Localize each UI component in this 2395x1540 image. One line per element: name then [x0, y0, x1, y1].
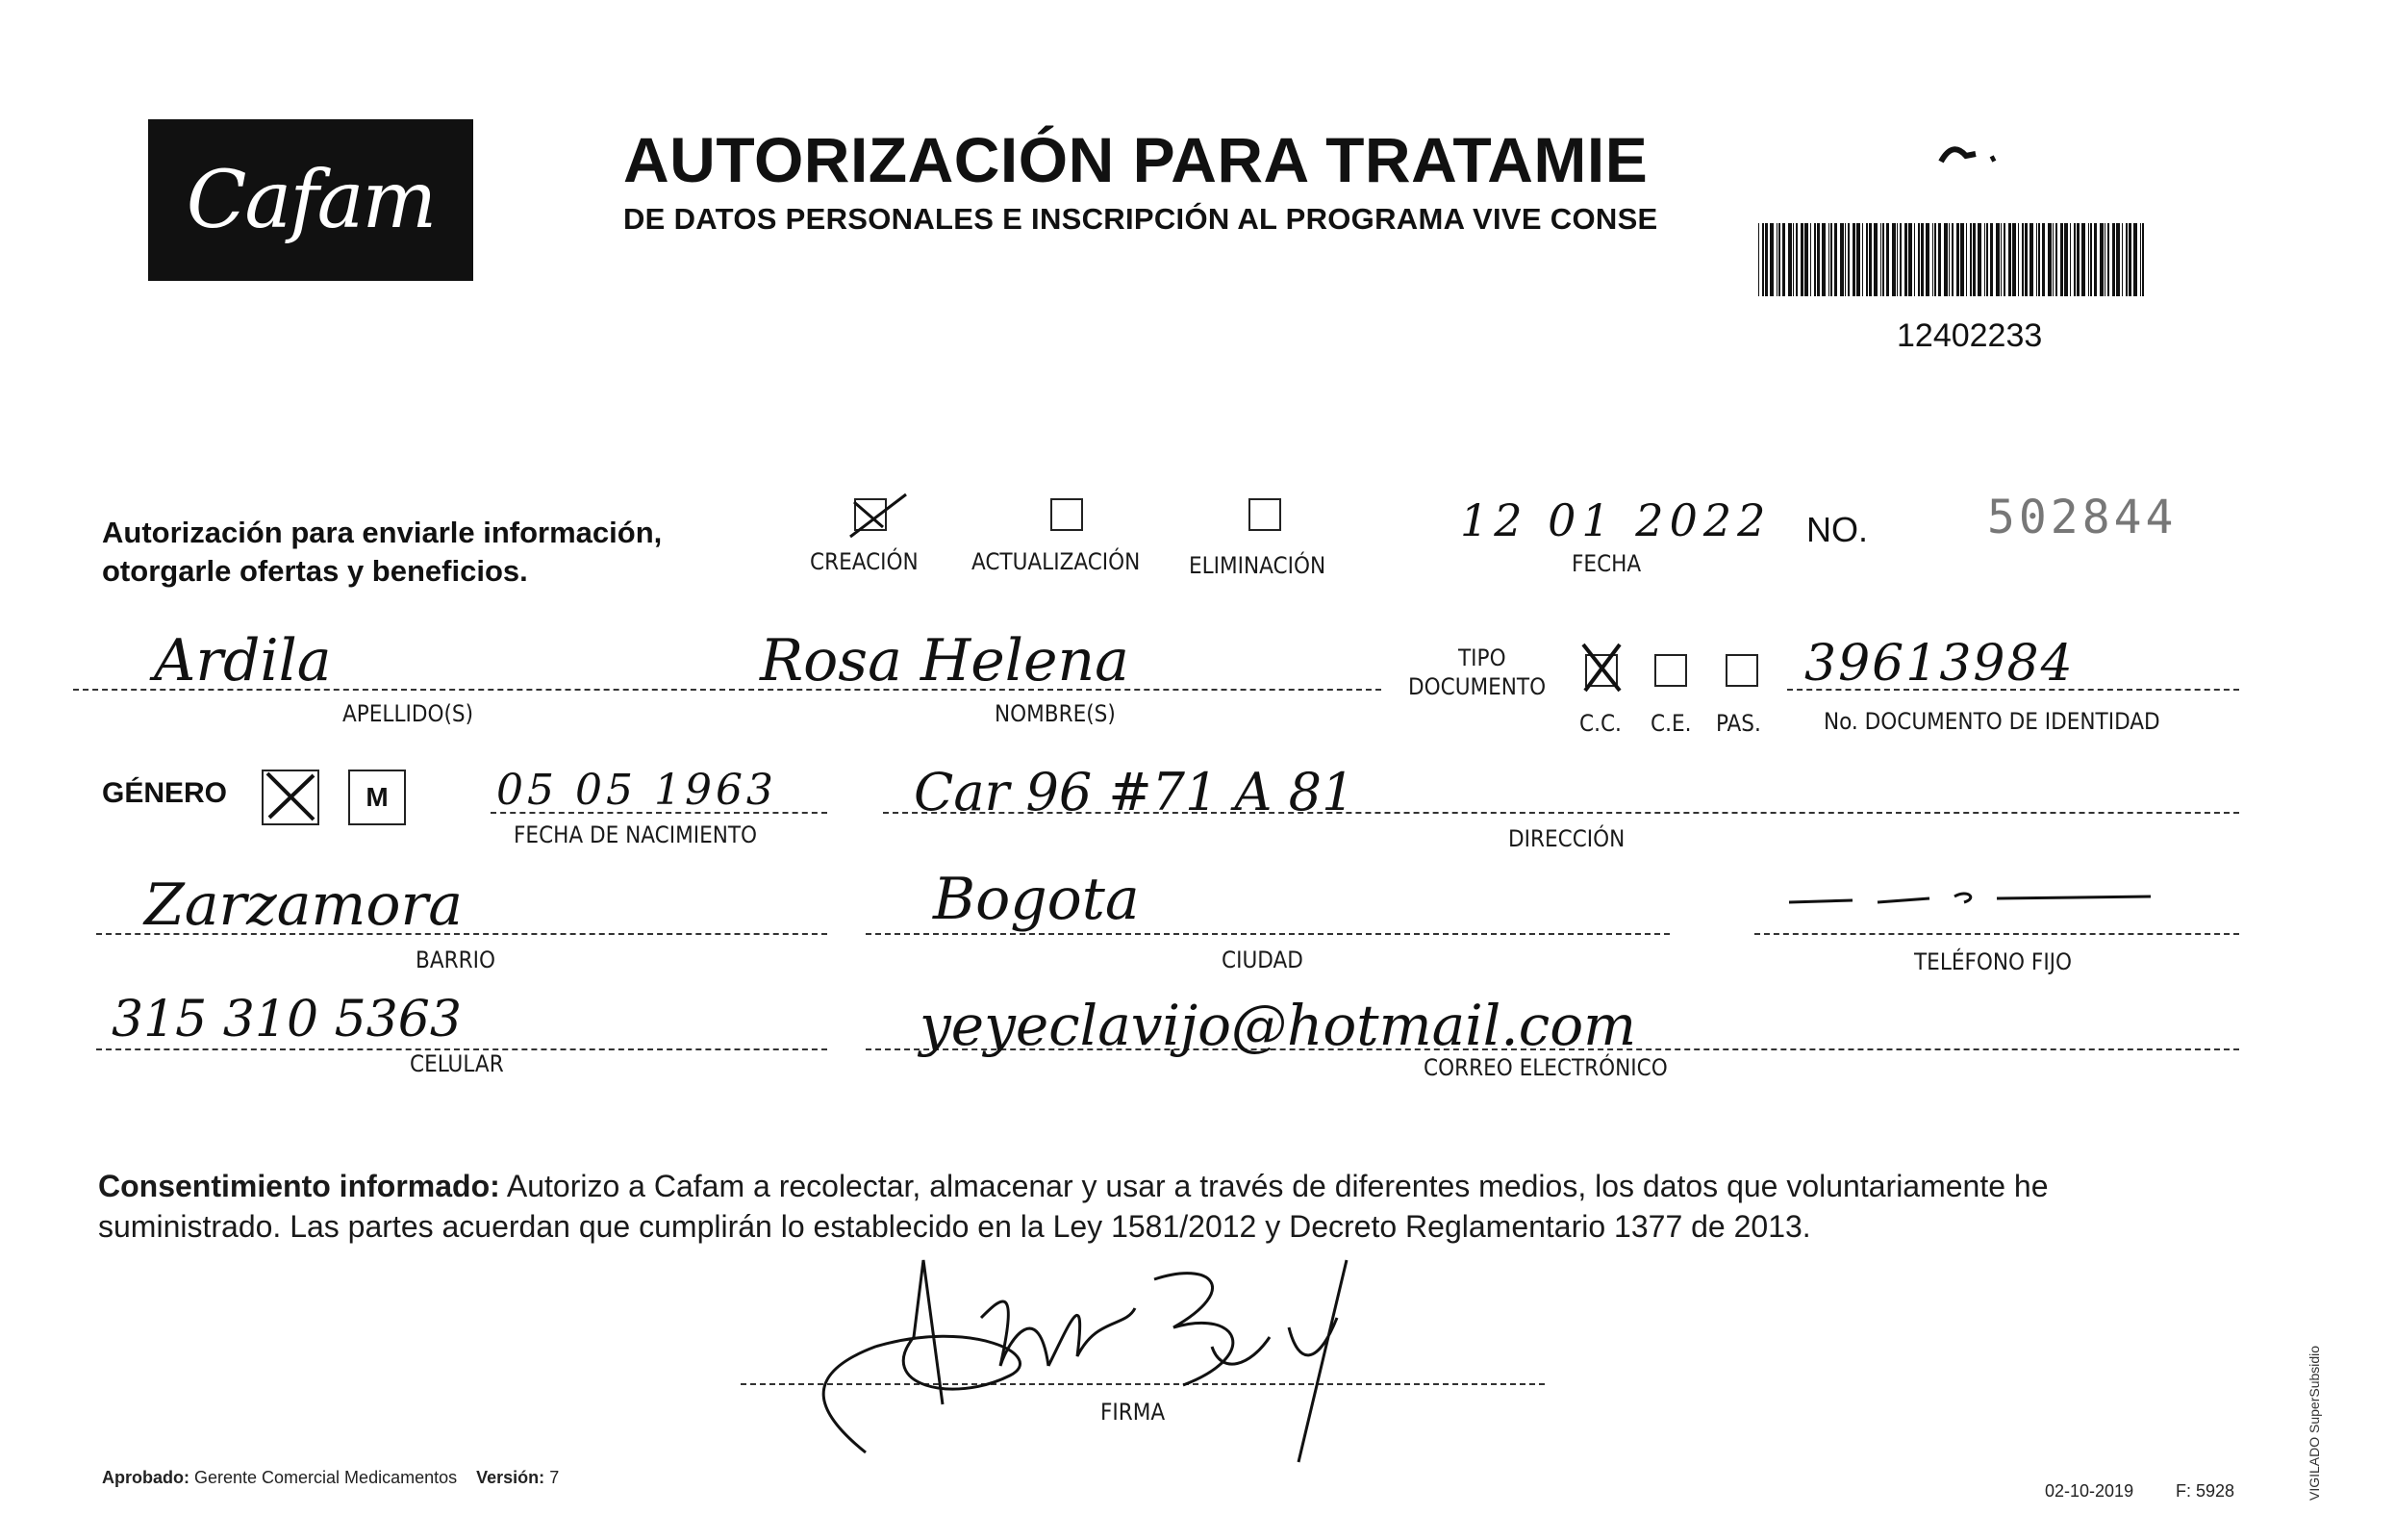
barcode-bar: [1866, 223, 1868, 296]
barcode-bar: [2129, 223, 2131, 296]
barcode-bar: [2074, 223, 2076, 296]
barcode-bar: [1830, 223, 1832, 296]
barcode-bar: [2081, 223, 2085, 296]
firma-label: FIRMA: [1100, 1399, 1166, 1426]
barcode-bar: [1788, 223, 1792, 296]
barcode-bar: [1840, 223, 1844, 296]
consent-heading: Consentimiento informado:: [98, 1169, 500, 1203]
form-number: 502844: [1987, 491, 2178, 544]
barcode-bar: [2018, 223, 2019, 296]
direccion-value[interactable]: Car 96 #71 A 81: [914, 762, 1355, 822]
documento-label: No. DOCUMENTO DE IDENTIDAD: [1824, 708, 2160, 735]
barcode-bar: [1801, 223, 1803, 296]
barcode-bar: [1944, 223, 1948, 296]
barcode-bar: [2008, 223, 2011, 296]
barcode-bar: [2038, 223, 2040, 296]
form-title: AUTORIZACIÓN PARA TRATAMIE: [623, 124, 1649, 195]
barcode-bar: [2004, 223, 2005, 296]
barcode-bar: [2142, 223, 2144, 296]
ciudad-value[interactable]: Bogota: [933, 866, 1140, 933]
logo-text: Cafam: [186, 154, 436, 246]
nombres-value[interactable]: Rosa Helena: [760, 627, 1129, 694]
barcode-bar: [1966, 223, 1967, 296]
barcode-bar: [1897, 223, 1898, 296]
barcode-bar: [1960, 223, 1964, 296]
nombres-label: NOMBRE(S): [995, 700, 1116, 727]
genero-label: GÉNERO: [102, 777, 228, 809]
creacion-label: CREACIÓN: [810, 548, 919, 575]
barcode-bar: [1990, 223, 1993, 296]
apellidos-value[interactable]: Ardila: [154, 627, 332, 694]
gender-m-checkbox[interactable]: M: [348, 770, 406, 825]
barcode-bar: [1908, 223, 1912, 296]
barcode-bar: [2012, 223, 2016, 296]
barcode-bar: [1782, 223, 1785, 296]
correo-value[interactable]: yeyeclavijo@hotmail.com: [920, 993, 1637, 1058]
barcode-bar: [2090, 223, 2092, 296]
footer-date-code: 02-10-2019: [2045, 1481, 2134, 1501]
barcode-bar: [2070, 223, 2071, 296]
footer-form-code: F: 5928: [2176, 1481, 2235, 1501]
fecha-label: FECHA: [1572, 550, 1642, 577]
documento-value[interactable]: 39613984: [1804, 635, 2075, 693]
barcode-bar: [1853, 223, 1855, 296]
barcode-number: 12402233: [1897, 317, 2043, 354]
barcode-bar: [1880, 223, 1881, 296]
barcode-bar: [2122, 223, 2123, 296]
barcode-bar: [2022, 223, 2024, 296]
barcode-bar: [1834, 223, 1837, 296]
authorization-text: [102, 514, 662, 591]
barcode-bar: [1973, 223, 1976, 296]
creacion-check-mark: [845, 489, 912, 543]
barcode-bar: [2055, 223, 2057, 296]
barcode-bar: [1952, 223, 1954, 296]
barcode-bar: [2036, 223, 2037, 296]
barcode-bar: [1956, 223, 1959, 296]
telefono-line: [1754, 933, 2239, 935]
barcode: [1758, 223, 2145, 296]
actualizacion-checkbox[interactable]: [1050, 498, 1083, 531]
barcode-bar: [2126, 223, 2128, 296]
barcode-bar: [1758, 223, 1759, 296]
cafam-logo: [148, 119, 473, 281]
fecha-nacimiento-value[interactable]: 05 05 1963: [496, 766, 777, 815]
barcode-bar: [1918, 223, 1920, 296]
barcode-bar: [1996, 223, 2000, 296]
eliminacion-checkbox[interactable]: [1248, 498, 1281, 531]
barcode-bar: [2100, 223, 2104, 296]
fecha-value[interactable]: 12 01 2022: [1460, 494, 1772, 546]
barcode-bar: [1904, 223, 1907, 296]
barcode-bar: [2060, 223, 2063, 296]
tipo-documento-label-2: DOCUMENTO: [1408, 673, 1547, 700]
cc-check-mark: [1577, 639, 1626, 696]
barcode-bar: [1926, 223, 1929, 296]
eliminacion-label: ELIMINACIÓN: [1189, 552, 1326, 579]
smudge-mark: [1933, 135, 2020, 173]
barcode-bar: [1762, 223, 1764, 296]
aprobado-value: Gerente Comercial Medicamentos: [194, 1468, 458, 1487]
aprobado-label: Aprobado:: [102, 1468, 189, 1487]
barcode-bar: [2064, 223, 2068, 296]
tipo-documento-label-1: TIPO: [1458, 644, 1506, 671]
actualizacion-label: ACTUALIZACIÓN: [971, 548, 1141, 575]
barcode-bar: [1817, 223, 1820, 296]
ciudad-line: [866, 933, 1670, 935]
celular-value[interactable]: 315 310 5363: [112, 991, 462, 1048]
barcode-bar: [1845, 223, 1846, 296]
barcode-bar: [1862, 223, 1863, 296]
telefono-scribble: [1785, 885, 2189, 914]
authorization-line-1: Autorización para enviarle información,: [102, 516, 663, 549]
barcode-bar: [1793, 223, 1794, 296]
barcode-bar: [2088, 223, 2089, 296]
celular-label: CELULAR: [410, 1050, 504, 1077]
barcode-bar: [2116, 223, 2120, 296]
barcode-bar: [1765, 223, 1768, 296]
barcode-bar: [2133, 223, 2137, 296]
barcode-bar: [1886, 223, 1889, 296]
cc-label: C.C.: [1579, 710, 1622, 737]
barcode-bar: [2077, 223, 2080, 296]
apellidos-label: APELLIDO(S): [342, 700, 474, 727]
barcode-bar: [1892, 223, 1896, 296]
barcode-bar: [1869, 223, 1872, 296]
barcode-bar: [1856, 223, 1860, 296]
barrio-label: BARRIO: [416, 947, 495, 973]
barcode-bar: [2053, 223, 2054, 296]
barcode-bar: [2140, 223, 2141, 296]
barcode-bar: [2094, 223, 2097, 296]
barcode-bar: [1848, 223, 1850, 296]
form-subtitle: DE DATOS PERSONALES E INSCRIPCIÓN AL PROGRAMA VIVE CONSE: [623, 202, 1658, 236]
barcode-bar: [2112, 223, 2115, 296]
handwritten-signature: [760, 1222, 1395, 1472]
version-label: Versión:: [476, 1468, 545, 1487]
barcode-bar: [1882, 223, 1884, 296]
barcode-bar: [1914, 223, 1915, 296]
pas-label: PAS.: [1716, 710, 1761, 737]
barcode-bar: [2029, 223, 2033, 296]
vigilado-text: VIGILADO SuperSubsidio: [2307, 1345, 2322, 1501]
barcode-bar: [2001, 223, 2002, 296]
barcode-bar: [1949, 223, 1950, 296]
fecha-nacimiento-label: FECHA DE NACIMIENTO: [514, 821, 758, 848]
direccion-label: DIRECCIÓN: [1508, 825, 1626, 852]
barcode-bar: [1810, 223, 1811, 296]
barcode-bar: [1874, 223, 1878, 296]
barrio-value[interactable]: Zarzamora: [144, 871, 463, 939]
barcode-bar: [1978, 223, 1981, 296]
barcode-bar: [1934, 223, 1936, 296]
barcode-bar: [1938, 223, 1941, 296]
authorization-line-2: otorgarle ofertas y beneficios.: [102, 554, 528, 588]
ce-checkbox[interactable]: [1654, 654, 1687, 687]
barcode-bar: [1986, 223, 1988, 296]
telefono-label: TELÉFONO FIJO: [1914, 948, 2073, 975]
pas-checkbox[interactable]: [1726, 654, 1758, 687]
barcode-bar: [1921, 223, 1924, 296]
no-label: NO.: [1806, 510, 1869, 549]
barcode-bar: [1770, 223, 1774, 296]
barcode-bar: [2107, 223, 2109, 296]
barcode-bar: [1804, 223, 1808, 296]
version-value: 7: [549, 1468, 560, 1487]
ce-label: C.E.: [1651, 710, 1692, 737]
barcode-bar: [1932, 223, 1933, 296]
barcode-bar: [2048, 223, 2052, 296]
consent-text: Autorizo a Cafam a recolectar, almacenar y usar a través de diferentes medios, los datos que voluntariamente he suministrado. Las partes acuerdan que cumplirán lo establecido en la Ley 1581/2012 y Decreto Reglamentario 1377 de 2013.: [98, 1169, 2049, 1244]
barcode-bar: [1796, 223, 1798, 296]
barcode-bar: [1814, 223, 1816, 296]
barcode-bar: [1828, 223, 1829, 296]
barcode-bar: [1970, 223, 1972, 296]
gender-f-check-mark: [262, 768, 319, 825]
footer-approval: [102, 1468, 559, 1488]
correo-label: CORREO ELECTRÓNICO: [1424, 1054, 1668, 1081]
barcode-bar: [2025, 223, 2028, 296]
barcode-bar: [1822, 223, 1826, 296]
barcode-bar: [1984, 223, 1985, 296]
barcode-bar: [1778, 223, 1780, 296]
ciudad-label: CIUDAD: [1222, 947, 1303, 973]
barcode-bar: [1900, 223, 1902, 296]
barcode-bar: [2042, 223, 2045, 296]
